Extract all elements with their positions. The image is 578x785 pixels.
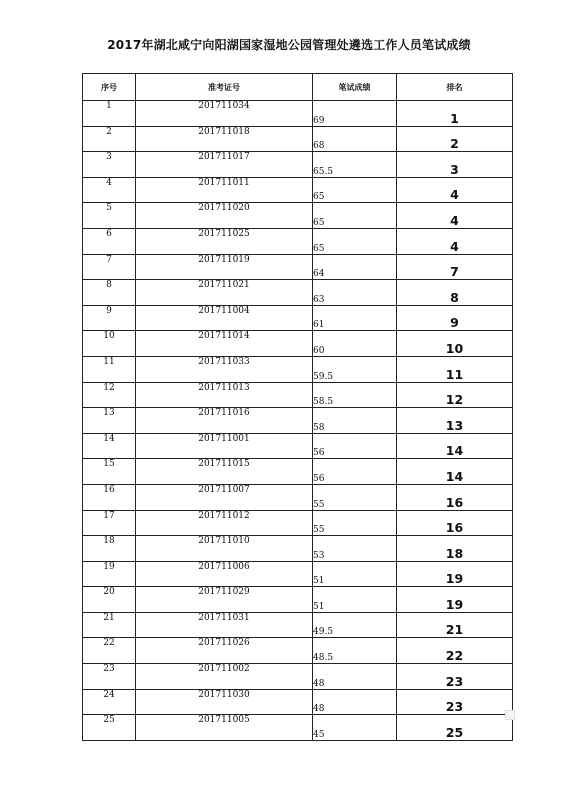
- ticket-number-cell: 201711001: [136, 433, 313, 459]
- table-row: [83, 228, 513, 254]
- table-row: [83, 587, 513, 613]
- written-score-cell: 61: [313, 305, 397, 331]
- serial-number-cell: 22: [83, 638, 136, 664]
- serial-number-cell: 3: [83, 152, 136, 178]
- written-score-cell: 65: [313, 203, 397, 229]
- rank-cell: 16: [397, 510, 513, 536]
- written-score-cell: 65: [313, 228, 397, 254]
- table-row: [83, 203, 513, 229]
- ticket-number-cell: 201711005: [136, 715, 313, 741]
- serial-number-cell: 11: [83, 356, 136, 382]
- serial-number-cell: 1: [83, 101, 136, 127]
- written-score-cell: 64: [313, 254, 397, 280]
- written-score-cell: 49.5: [313, 612, 397, 638]
- table-row: [83, 152, 513, 178]
- ticket-number-cell: 201711010: [136, 536, 313, 562]
- table-row: [83, 484, 513, 510]
- written-score-cell: 63: [313, 280, 397, 306]
- written-score-cell: 55: [313, 484, 397, 510]
- written-score-cell: 58.5: [313, 382, 397, 408]
- rank-cell: 4: [397, 177, 513, 203]
- rank-cell: 16: [397, 484, 513, 510]
- table-row: [83, 356, 513, 382]
- ticket-number-cell: 201711011: [136, 177, 313, 203]
- ticket-number-cell: 201711019: [136, 254, 313, 280]
- header-serial-number: 序号: [83, 74, 136, 101]
- table-row: [83, 664, 513, 690]
- serial-number-cell: 2: [83, 126, 136, 152]
- written-score-cell: 69: [313, 101, 397, 127]
- written-score-cell: 48.5: [313, 638, 397, 664]
- ticket-number-cell: 201711026: [136, 638, 313, 664]
- ticket-number-cell: 201711025: [136, 228, 313, 254]
- table-row: [83, 612, 513, 638]
- written-score-cell: 56: [313, 459, 397, 485]
- rank-cell: 19: [397, 587, 513, 613]
- table-row: [83, 408, 513, 434]
- table-row: [83, 254, 513, 280]
- rank-cell: 23: [397, 664, 513, 690]
- scan-artifact: [505, 710, 515, 720]
- ticket-number-cell: 201711012: [136, 510, 313, 536]
- rank-cell: 1: [397, 101, 513, 127]
- written-score-cell: 56: [313, 433, 397, 459]
- rank-cell: 18: [397, 536, 513, 562]
- ticket-number-cell: 201711031: [136, 612, 313, 638]
- written-score-cell: 55: [313, 510, 397, 536]
- ticket-number-cell: 201711015: [136, 459, 313, 485]
- rank-cell: 4: [397, 203, 513, 229]
- table-row: [83, 126, 513, 152]
- serial-number-cell: 8: [83, 280, 136, 306]
- ticket-number-cell: 201711006: [136, 561, 313, 587]
- serial-number-cell: 10: [83, 331, 136, 357]
- table-row: [83, 689, 513, 715]
- written-score-cell: 48: [313, 689, 397, 715]
- serial-number-cell: 21: [83, 612, 136, 638]
- ticket-number-cell: 201711029: [136, 587, 313, 613]
- written-score-cell: 53: [313, 536, 397, 562]
- serial-number-cell: 25: [83, 715, 136, 741]
- serial-number-cell: 19: [83, 561, 136, 587]
- table-row: [83, 331, 513, 357]
- ticket-number-cell: 201711030: [136, 689, 313, 715]
- rank-cell: 7: [397, 254, 513, 280]
- ticket-number-cell: 201711018: [136, 126, 313, 152]
- rank-cell: 11: [397, 356, 513, 382]
- serial-number-cell: 7: [83, 254, 136, 280]
- serial-number-cell: 16: [83, 484, 136, 510]
- table-row: [83, 433, 513, 459]
- serial-number-cell: 12: [83, 382, 136, 408]
- page-title: 2017年湖北咸宁向阳湖国家湿地公园管理处遴选工作人员笔试成绩: [107, 38, 471, 52]
- ticket-number-cell: 201711033: [136, 356, 313, 382]
- score-table: [82, 73, 513, 741]
- written-score-cell: 60: [313, 331, 397, 357]
- table-row: [83, 177, 513, 203]
- ticket-number-cell: 201711007: [136, 484, 313, 510]
- table-row: [83, 305, 513, 331]
- rank-cell: 14: [397, 459, 513, 485]
- written-score-cell: 51: [313, 587, 397, 613]
- header-ticket-number: 准考证号: [136, 74, 313, 101]
- ticket-number-cell: 201711020: [136, 203, 313, 229]
- rank-cell: 13: [397, 408, 513, 434]
- ticket-number-cell: 201711013: [136, 382, 313, 408]
- written-score-cell: 65.5: [313, 152, 397, 178]
- serial-number-cell: 5: [83, 203, 136, 229]
- ticket-number-cell: 201711034: [136, 101, 313, 127]
- ticket-number-cell: 201711004: [136, 305, 313, 331]
- rank-cell: 10: [397, 331, 513, 357]
- written-score-cell: 45: [313, 715, 397, 741]
- table-row: [83, 459, 513, 485]
- serial-number-cell: 23: [83, 664, 136, 690]
- rank-cell: 25: [397, 715, 513, 741]
- serial-number-cell: 13: [83, 408, 136, 434]
- serial-number-cell: 18: [83, 536, 136, 562]
- table-row: [83, 382, 513, 408]
- ticket-number-cell: 201711017: [136, 152, 313, 178]
- serial-number-cell: 4: [83, 177, 136, 203]
- rank-cell: 4: [397, 228, 513, 254]
- rank-cell: 21: [397, 612, 513, 638]
- written-score-cell: 68: [313, 126, 397, 152]
- table-row: [83, 638, 513, 664]
- table-header-row: [83, 74, 513, 101]
- table-row: [83, 280, 513, 306]
- rank-cell: 9: [397, 305, 513, 331]
- header-rank: 排名: [397, 74, 513, 101]
- serial-number-cell: 14: [83, 433, 136, 459]
- table-row: [83, 101, 513, 127]
- rank-cell: 19: [397, 561, 513, 587]
- rank-cell: 22: [397, 638, 513, 664]
- serial-number-cell: 24: [83, 689, 136, 715]
- serial-number-cell: 15: [83, 459, 136, 485]
- written-score-cell: 59.5: [313, 356, 397, 382]
- serial-number-cell: 20: [83, 587, 136, 613]
- serial-number-cell: 6: [83, 228, 136, 254]
- rank-cell: 12: [397, 382, 513, 408]
- table-body: [83, 101, 513, 741]
- rank-cell: 2: [397, 126, 513, 152]
- table-row: [83, 715, 513, 741]
- written-score-cell: 58: [313, 408, 397, 434]
- table-row: [83, 536, 513, 562]
- ticket-number-cell: 201711021: [136, 280, 313, 306]
- ticket-number-cell: 201711016: [136, 408, 313, 434]
- header-written-score: 笔试成绩: [313, 74, 397, 101]
- table-row: [83, 510, 513, 536]
- rank-cell: 14: [397, 433, 513, 459]
- rank-cell: 8: [397, 280, 513, 306]
- table-row: [83, 561, 513, 587]
- serial-number-cell: 9: [83, 305, 136, 331]
- ticket-number-cell: 201711014: [136, 331, 313, 357]
- written-score-cell: 65: [313, 177, 397, 203]
- rank-cell: 3: [397, 152, 513, 178]
- written-score-cell: 48: [313, 664, 397, 690]
- ticket-number-cell: 201711002: [136, 664, 313, 690]
- rank-cell: 23: [397, 689, 513, 715]
- serial-number-cell: 17: [83, 510, 136, 536]
- written-score-cell: 51: [313, 561, 397, 587]
